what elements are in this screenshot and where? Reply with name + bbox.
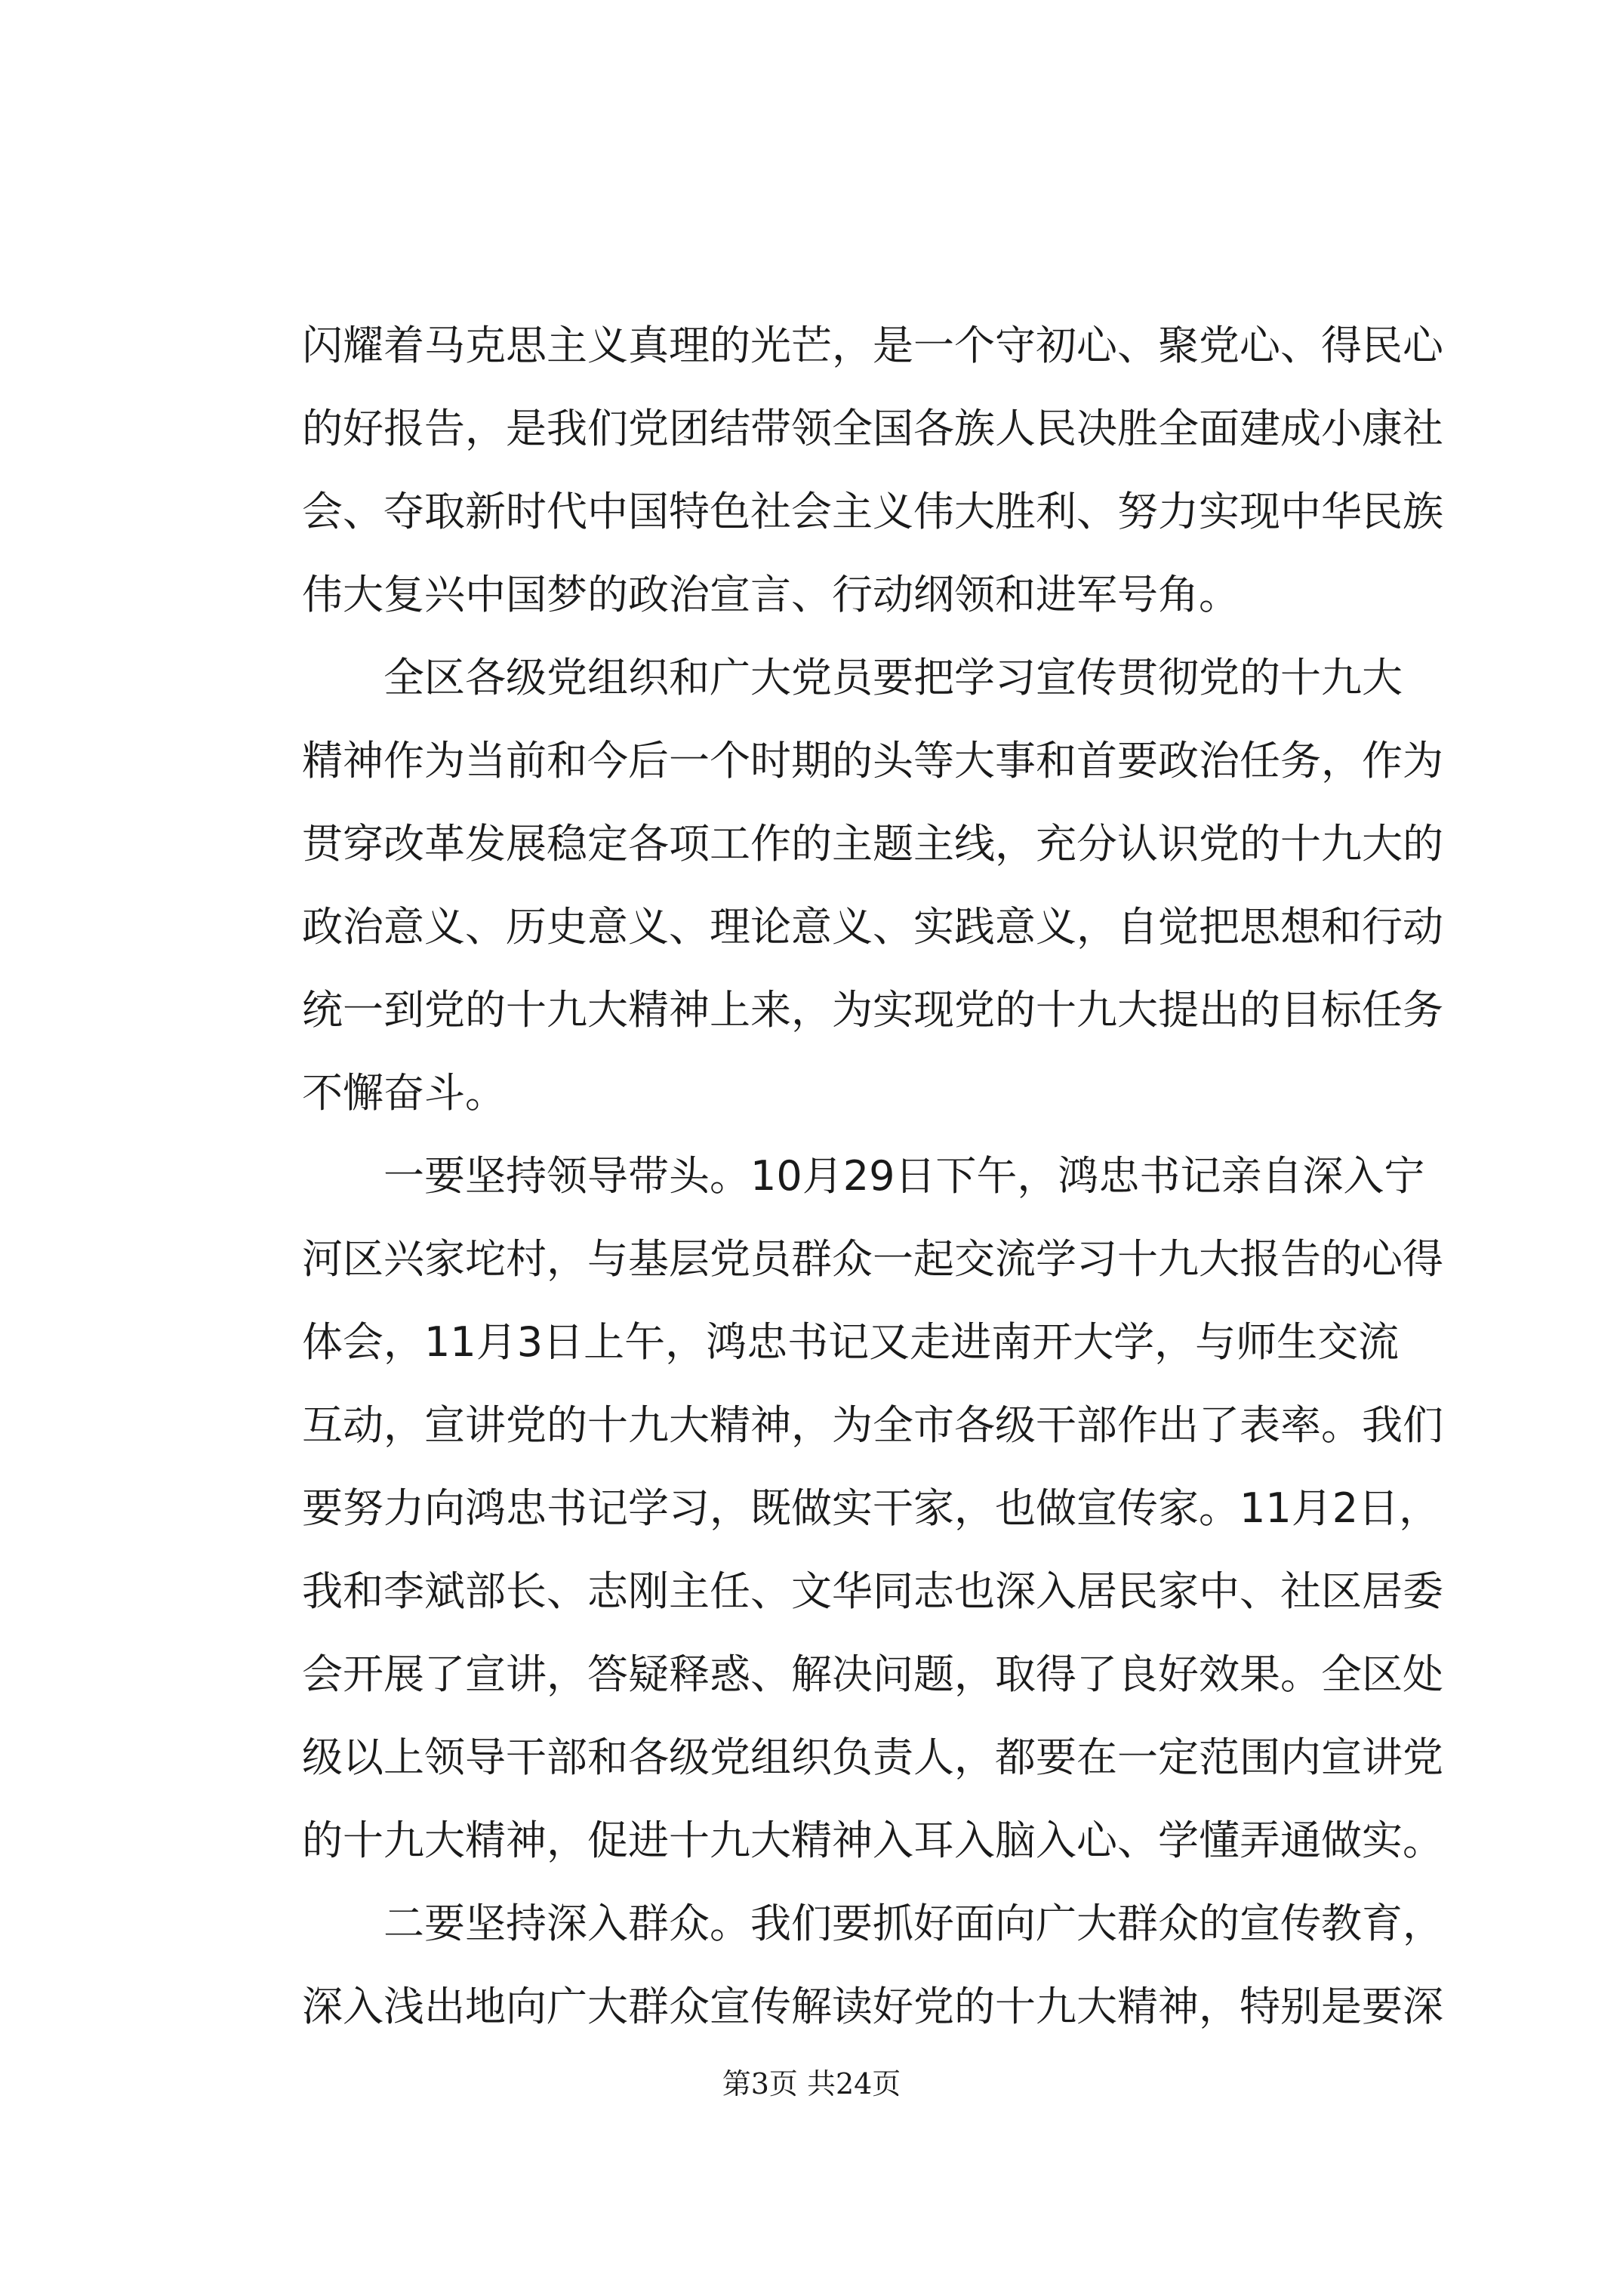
text-line: 二要坚持深入群众。我们要抓好面向广大群众的宣传教育， [302, 1900, 1443, 1947]
text-line: 不懈奋斗。 [302, 1069, 506, 1117]
text-line: 闪耀着马克思主义真理的光芒，是一个守初心、聚党心、得民心 [302, 322, 1443, 369]
text-line: 的十九大精神，促进十九大精神入耳入脑入心、学懂弄通做实。 [302, 1817, 1443, 1864]
text-line: 全区各级党组织和广大党员要把学习宣传贯彻党的十九大 [302, 654, 1403, 701]
text-line: 政治意义、历史意义、理论意义、实践意义，自觉把思想和行动 [302, 903, 1443, 951]
text-line: 统一到党的十九大精神上来，为实现党的十九大提出的目标任务 [302, 986, 1443, 1034]
text-line: 体会，11月3日上午，鸿忠书记又走进南开大学，与师生交流 [302, 1318, 1400, 1366]
text-line: 贯穿改革发展稳定各项工作的主题主线，充分认识党的十九大的 [302, 820, 1443, 868]
text-line: 的好报告，是我们党团结带领全国各族人民决胜全面建成小康社 [302, 405, 1443, 452]
text-line: 要努力向鸿忠书记学习，既做实干家，也做宣传家。11月2日， [302, 1484, 1440, 1532]
text-line: 深入浅出地向广大群众宣传解读好党的十九大精神，特别是要深 [302, 1983, 1443, 2030]
text-line: 会、夺取新时代中国特色社会主义伟大胜利、努力实现中华民族 [302, 488, 1443, 535]
text-line: 精神作为当前和今后一个时期的头等大事和首要政治任务，作为 [302, 737, 1443, 784]
text-line: 互动，宣讲党的十九大精神，为全市各级干部作出了表率。我们 [302, 1401, 1443, 1449]
text-line: 一要坚持领导带头。10月29日下午，鸿忠书记亲自深入宁 [302, 1152, 1425, 1200]
text-line: 我和李斌部长、志刚主任、文华同志也深入居民家中、社区居委 [302, 1567, 1443, 1615]
text-line: 级以上领导干部和各级党组织负责人，都要在一定范围内宣讲党 [302, 1734, 1443, 1781]
text-line: 会开展了宣讲，答疑释惑、解决问题，取得了良好效果。全区处 [302, 1650, 1443, 1698]
text-line: 河区兴家坨村，与基层党员群众一起交流学习十九大报告的心得 [302, 1235, 1443, 1283]
page-number-footer: 第3页 共24页 [722, 2067, 901, 2100]
text-line: 伟大复兴中国梦的政治宣言、行动纲领和进军号角。 [302, 571, 1240, 618]
body-text [302, 304, 1442, 2048]
